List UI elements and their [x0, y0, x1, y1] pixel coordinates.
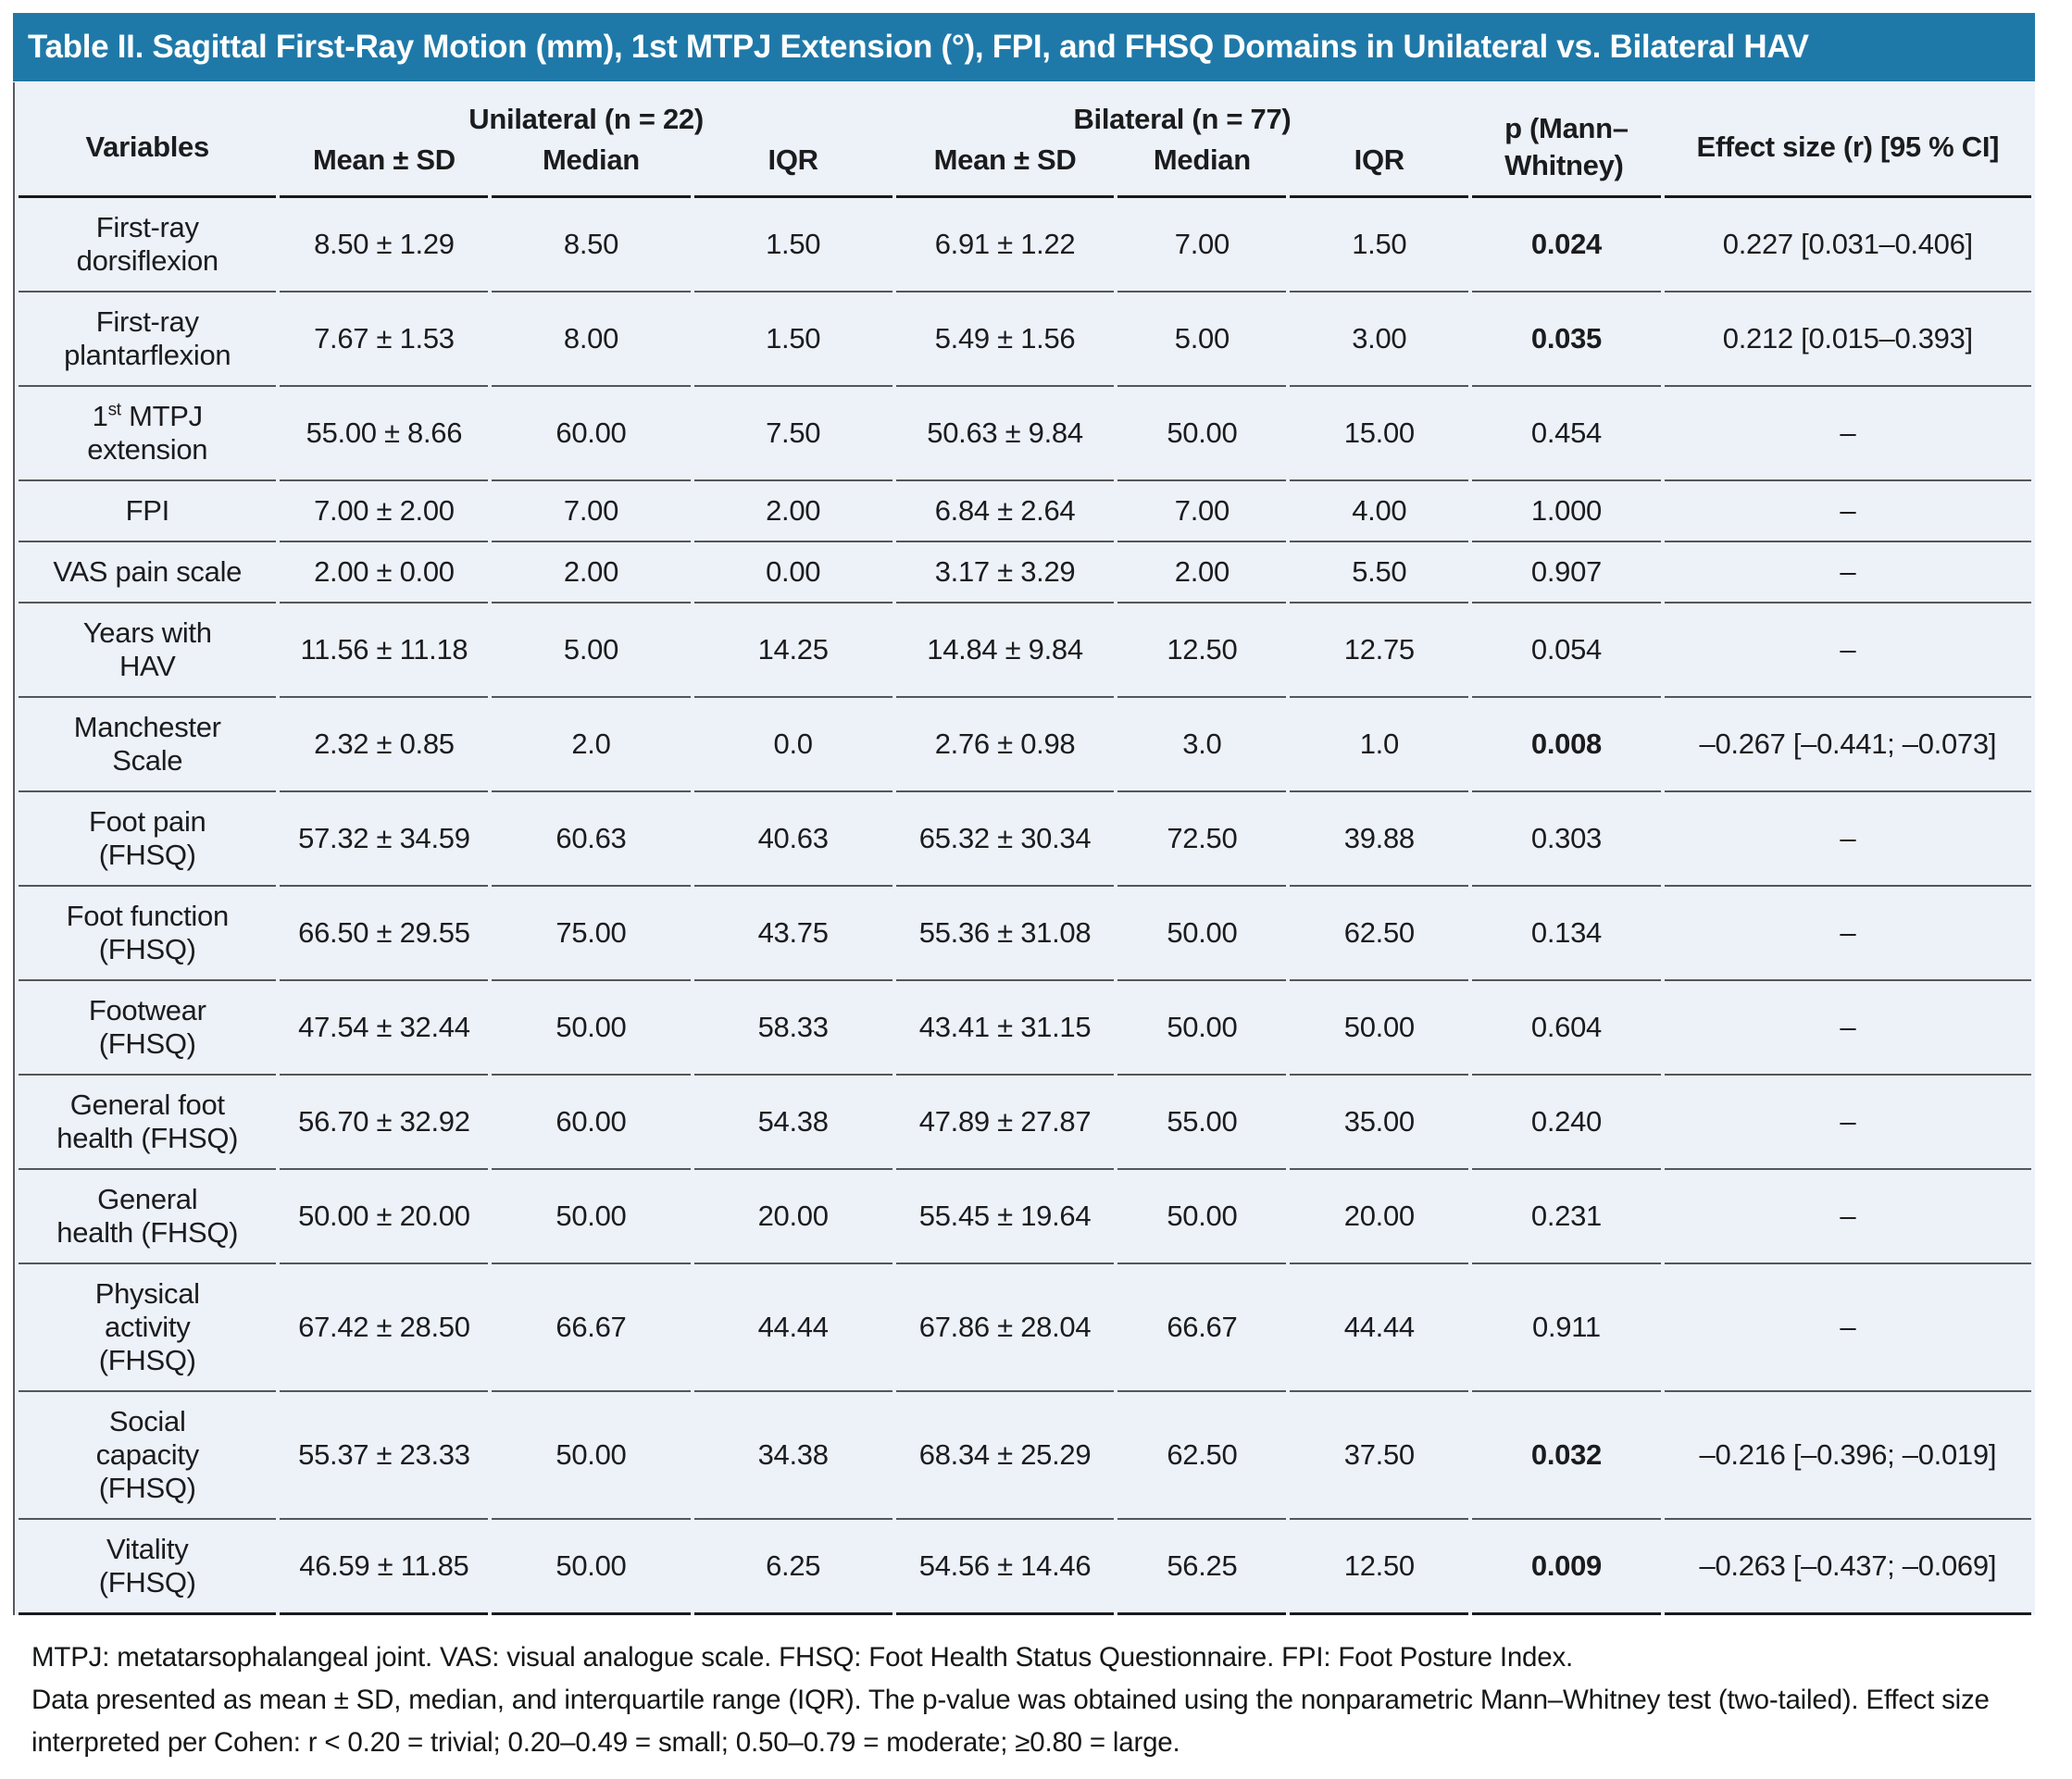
variable-label: First-ray plantarflexion — [19, 291, 276, 385]
table-title: Table II. Sagittal First-Ray Motion (mm), 1st MTPJ Extension (°), FPI, and FHSQ Domains in Unilateral vs. Bilateral HAV — [28, 29, 1809, 65]
value-cell: 3.17 ± 3.29 — [896, 541, 1115, 602]
variable-label: Foot function (FHSQ) — [19, 885, 276, 979]
value-cell: 50.00 — [492, 1390, 690, 1518]
value-cell: 43.75 — [694, 885, 892, 979]
table-row — [19, 1390, 2031, 1518]
value-cell: 68.34 ± 25.29 — [896, 1390, 1115, 1518]
value-cell: 60.63 — [492, 790, 690, 885]
value-cell: – — [1665, 1168, 2031, 1263]
value-cell: 66.67 — [1117, 1263, 1286, 1390]
table-panel — [13, 82, 2035, 1615]
table-row — [19, 541, 2031, 602]
value-cell: 1.50 — [694, 195, 892, 291]
variable-label: First-ray dorsiflexion — [19, 195, 276, 291]
value-cell: 1.000 — [1472, 479, 1660, 541]
value-cell: 7.67 ± 1.53 — [280, 291, 488, 385]
value-cell: 65.32 ± 30.34 — [896, 790, 1115, 885]
value-cell: –0.263 [–0.437; –0.069] — [1665, 1518, 2031, 1615]
value-cell: 2.00 ± 0.00 — [280, 541, 488, 602]
column-header-bilateral: Bilateral (n = 77) — [1073, 103, 1292, 135]
value-cell: 1.50 — [1290, 195, 1468, 291]
value-cell: 57.32 ± 34.59 — [280, 790, 488, 885]
value-cell: 50.00 ± 20.00 — [280, 1168, 488, 1263]
table-title-bar — [13, 13, 2035, 81]
variable-label: General health (FHSQ) — [19, 1168, 276, 1263]
value-cell: –0.216 [–0.396; –0.019] — [1665, 1390, 2031, 1518]
value-cell: 2.00 — [694, 479, 892, 541]
value-cell: 55.00 ± 8.66 — [280, 385, 488, 479]
value-cell: – — [1665, 979, 2031, 1074]
results-table — [15, 82, 2035, 1615]
value-cell: 55.00 — [1117, 1074, 1286, 1168]
value-cell: 8.00 — [492, 291, 690, 385]
value-cell: 4.00 — [1290, 479, 1468, 541]
value-cell: 12.50 — [1117, 602, 1286, 696]
value-cell: 0.035 — [1472, 291, 1660, 385]
table-row — [19, 885, 2031, 979]
table-row — [19, 602, 2031, 696]
value-cell: 54.38 — [694, 1074, 892, 1168]
value-cell: 6.91 ± 1.22 — [896, 195, 1115, 291]
value-cell: 50.63 ± 9.84 — [896, 385, 1115, 479]
variable-label: Vitality (FHSQ) — [19, 1518, 276, 1615]
value-cell: 20.00 — [1290, 1168, 1468, 1263]
value-cell: 5.49 ± 1.56 — [896, 291, 1115, 385]
value-cell: 0.227 [0.031–0.406] — [1665, 195, 2031, 291]
value-cell: 0.00 — [694, 541, 892, 602]
variable-label: FPI — [19, 479, 276, 541]
column-header-p-value: p (Mann– Whitney) — [1504, 112, 1629, 181]
value-cell: 44.44 — [1290, 1263, 1468, 1390]
value-cell: 44.44 — [694, 1263, 892, 1390]
value-cell: 2.32 ± 0.85 — [280, 696, 488, 790]
value-cell: 47.89 ± 27.87 — [896, 1074, 1115, 1168]
value-cell: 50.00 — [492, 1168, 690, 1263]
subheader-uni-mean-sd: Mean ± SD — [312, 143, 456, 176]
value-cell: 67.86 ± 28.04 — [896, 1263, 1115, 1390]
table-row — [19, 291, 2031, 385]
value-cell: – — [1665, 885, 2031, 979]
subheader-uni-iqr: IQR — [768, 143, 818, 176]
value-cell: 56.25 — [1117, 1518, 1286, 1615]
value-cell: –0.267 [–0.441; –0.073] — [1665, 696, 2031, 790]
value-cell: 0.009 — [1472, 1518, 1660, 1615]
value-cell: – — [1665, 541, 2031, 602]
value-cell: 12.50 — [1290, 1518, 1468, 1615]
table-row — [19, 479, 2031, 541]
value-cell: – — [1665, 385, 2031, 479]
value-cell: 0.0 — [694, 696, 892, 790]
value-cell: 0.008 — [1472, 696, 1660, 790]
value-cell: 58.33 — [694, 979, 892, 1074]
value-cell: 62.50 — [1290, 885, 1468, 979]
value-cell: 5.00 — [492, 602, 690, 696]
value-cell: 35.00 — [1290, 1074, 1468, 1168]
table-row — [19, 1168, 2031, 1263]
value-cell: 0.024 — [1472, 195, 1660, 291]
footnote-line: MTPJ: metatarsophalangeal joint. VAS: visual analogue scale. FHSQ: Foot Health Status Questionnaire. FPI: Foot Posture Index. — [31, 1642, 1573, 1673]
value-cell: 1.0 — [1290, 696, 1468, 790]
variable-label: Footwear (FHSQ) — [19, 979, 276, 1074]
value-cell: 40.63 — [694, 790, 892, 885]
value-cell: 50.00 — [1117, 885, 1286, 979]
subheader-bil-mean-sd: Mean ± SD — [933, 143, 1077, 176]
table-header — [19, 82, 2031, 195]
table-row — [19, 790, 2031, 885]
value-cell: 0.303 — [1472, 790, 1660, 885]
subheader-bil-iqr: IQR — [1354, 143, 1404, 176]
value-cell: 15.00 — [1290, 385, 1468, 479]
value-cell: 0.454 — [1472, 385, 1660, 479]
value-cell: 3.00 — [1290, 291, 1468, 385]
value-cell: 12.75 — [1290, 602, 1468, 696]
value-cell: 5.50 — [1290, 541, 1468, 602]
table-row — [19, 1263, 2031, 1390]
value-cell: 43.41 ± 31.15 — [896, 979, 1115, 1074]
subheader-uni-median: Median — [542, 143, 640, 176]
value-cell: 3.0 — [1117, 696, 1286, 790]
value-cell: 75.00 — [492, 885, 690, 979]
subheader-bil-median: Median — [1153, 143, 1251, 176]
value-cell: 50.00 — [1117, 979, 1286, 1074]
value-cell: 2.00 — [1117, 541, 1286, 602]
value-cell: 54.56 ± 14.46 — [896, 1518, 1115, 1615]
value-cell: 50.00 — [492, 1518, 690, 1615]
value-cell: 55.37 ± 23.33 — [280, 1390, 488, 1518]
value-cell: 7.00 ± 2.00 — [280, 479, 488, 541]
table-row — [19, 1518, 2031, 1615]
variable-label: Manchester Scale — [19, 696, 276, 790]
table-row — [19, 195, 2031, 291]
variable-label: VAS pain scale — [19, 541, 276, 602]
table-row — [19, 1074, 2031, 1168]
variable-label: 1st MTPJ extension — [19, 385, 276, 479]
value-cell: 0.054 — [1472, 602, 1660, 696]
value-cell: 47.54 ± 32.44 — [280, 979, 488, 1074]
value-cell: 55.45 ± 19.64 — [896, 1168, 1115, 1263]
value-cell: 0.240 — [1472, 1074, 1660, 1168]
value-cell: 56.70 ± 32.92 — [280, 1074, 488, 1168]
value-cell: 7.00 — [1117, 479, 1286, 541]
value-cell: 7.00 — [492, 479, 690, 541]
footnote-line: interpreted per Cohen: r < 0.20 = trivial; 0.20–0.49 = small; 0.50–0.79 = moderate; ≥0.80 = large. — [31, 1727, 1180, 1758]
value-cell: 67.42 ± 28.50 — [280, 1263, 488, 1390]
value-cell: 14.25 — [694, 602, 892, 696]
variable-label: Years with HAV — [19, 602, 276, 696]
value-cell: 20.00 — [694, 1168, 892, 1263]
value-cell: 8.50 ± 1.29 — [280, 195, 488, 291]
value-cell: 62.50 — [1117, 1390, 1286, 1518]
value-cell: 50.00 — [1290, 979, 1468, 1074]
value-cell: 46.59 ± 11.85 — [280, 1518, 488, 1615]
value-cell: 0.134 — [1472, 885, 1660, 979]
value-cell: 50.00 — [492, 979, 690, 1074]
value-cell: – — [1665, 1263, 2031, 1390]
value-cell: 37.50 — [1290, 1390, 1468, 1518]
value-cell: 55.36 ± 31.08 — [896, 885, 1115, 979]
value-cell: – — [1665, 1074, 2031, 1168]
value-cell: 0.212 [0.015–0.393] — [1665, 291, 2031, 385]
variable-label: Foot pain (FHSQ) — [19, 790, 276, 885]
value-cell: 0.231 — [1472, 1168, 1660, 1263]
footnotes — [31, 1636, 2059, 1764]
value-cell: 14.84 ± 9.84 — [896, 602, 1115, 696]
value-cell: 2.76 ± 0.98 — [896, 696, 1115, 790]
value-cell: – — [1665, 790, 2031, 885]
variable-label: General foot health (FHSQ) — [19, 1074, 276, 1168]
value-cell: 50.00 — [1117, 385, 1286, 479]
value-cell: 0.032 — [1472, 1390, 1660, 1518]
value-cell: 6.84 ± 2.64 — [896, 479, 1115, 541]
column-header-effect-size: Effect size (r) [95 % CI] — [1696, 131, 2000, 163]
value-cell: 60.00 — [492, 1074, 690, 1168]
value-cell: 1.50 — [694, 291, 892, 385]
value-cell: 66.50 ± 29.55 — [280, 885, 488, 979]
variable-label: Social capacity (FHSQ) — [19, 1390, 276, 1518]
value-cell: 0.911 — [1472, 1263, 1660, 1390]
value-cell: 60.00 — [492, 385, 690, 479]
value-cell: 0.604 — [1472, 979, 1660, 1074]
value-cell: – — [1665, 479, 2031, 541]
table-row — [19, 979, 2031, 1074]
table-row — [19, 696, 2031, 790]
value-cell: 7.00 — [1117, 195, 1286, 291]
value-cell: 0.907 — [1472, 541, 1660, 602]
table-body — [19, 195, 2031, 1615]
column-header-variables: Variables — [85, 131, 209, 163]
value-cell: 8.50 — [492, 195, 690, 291]
value-cell: – — [1665, 602, 2031, 696]
column-header-unilateral: Unilateral (n = 22) — [468, 103, 704, 135]
value-cell: 2.0 — [492, 696, 690, 790]
table-row — [19, 385, 2031, 479]
value-cell: 6.25 — [694, 1518, 892, 1615]
value-cell: 5.00 — [1117, 291, 1286, 385]
value-cell: 39.88 — [1290, 790, 1468, 885]
value-cell: 11.56 ± 11.18 — [280, 602, 488, 696]
footnote-line: Data presented as mean ± SD, median, and interquartile range (IQR). The p-value was obtained using the nonparametric Mann–Whitney test (two-tailed). Effect size — [31, 1685, 1990, 1715]
value-cell: 34.38 — [694, 1390, 892, 1518]
value-cell: 50.00 — [1117, 1168, 1286, 1263]
value-cell: 2.00 — [492, 541, 690, 602]
value-cell: 66.67 — [492, 1263, 690, 1390]
value-cell: 72.50 — [1117, 790, 1286, 885]
variable-label: Physical activity (FHSQ) — [19, 1263, 276, 1390]
value-cell: 7.50 — [694, 385, 892, 479]
